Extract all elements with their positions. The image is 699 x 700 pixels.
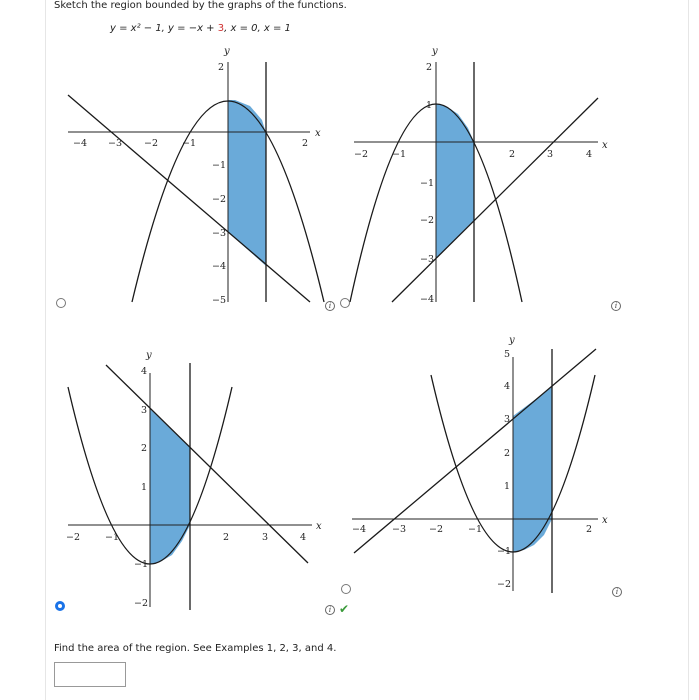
equation-highlight: 3 — [217, 23, 225, 34]
graph-option-d — [340, 335, 640, 635]
y-axis-label: y — [509, 335, 515, 346]
y-tick: −2 — [134, 598, 149, 609]
x-axis-label: x — [315, 128, 321, 139]
y-tick: 1 — [141, 482, 148, 493]
y-tick: −2 — [420, 215, 435, 226]
option-c-radio[interactable] — [55, 601, 65, 611]
x-tick: −1 — [392, 149, 407, 160]
y-axis-label: y — [432, 46, 438, 57]
equation-main: y = x² − 1, y = −x + — [110, 23, 218, 34]
y-tick: −3 — [420, 254, 435, 265]
question-prompt: Sketch the region bounded by the graphs of the functions. — [54, 0, 347, 11]
x-tick: 4 — [586, 149, 593, 160]
y-tick: −2 — [497, 579, 512, 590]
y-tick: −4 — [420, 294, 435, 305]
shaded-region — [436, 104, 474, 258]
x-tick: −3 — [392, 524, 407, 535]
info-icon[interactable]: i — [325, 301, 335, 311]
checkmark-icon: ✔ — [339, 602, 350, 616]
x-tick: 4 — [300, 532, 307, 543]
x-axis-label: x — [602, 140, 608, 151]
y-tick: 2 — [426, 62, 433, 73]
y-tick: −5 — [212, 295, 227, 306]
y-tick: −3 — [212, 228, 227, 239]
y-tick: 4 — [141, 366, 148, 377]
graph-option-b — [340, 40, 640, 340]
graph-option-c — [50, 345, 350, 645]
option-b-radio[interactable] — [340, 298, 350, 308]
x-tick: 3 — [262, 532, 269, 543]
line-curve — [354, 349, 596, 553]
equation — [110, 23, 291, 34]
shaded-region — [150, 409, 190, 564]
y-tick: −4 — [212, 261, 227, 272]
y-tick: 5 — [504, 349, 511, 360]
y-tick: 3 — [141, 405, 148, 416]
right-border — [688, 0, 689, 700]
line-curve — [68, 95, 310, 302]
y-tick: −2 — [212, 194, 227, 205]
y-axis-label: y — [146, 350, 152, 361]
graph-option-a — [50, 40, 350, 340]
info-icon[interactable]: i — [611, 301, 621, 311]
y-axis-label: y — [224, 46, 230, 57]
info-icon[interactable]: i — [325, 605, 335, 615]
x-tick: −1 — [468, 524, 483, 535]
line-curve — [106, 365, 308, 563]
x-tick: −2 — [429, 524, 444, 535]
y-tick: 1 — [426, 100, 433, 111]
y-tick: 2 — [141, 443, 148, 454]
x-tick: 2 — [302, 138, 309, 149]
x-tick: −2 — [354, 149, 369, 160]
shaded-region — [513, 387, 552, 552]
option-d-radio[interactable] — [341, 584, 351, 594]
x-tick: −2 — [144, 138, 159, 149]
x-axis-label: x — [602, 515, 608, 526]
shaded-region-fill — [228, 100, 266, 266]
x-tick: −3 — [108, 138, 123, 149]
line-curve — [392, 98, 598, 302]
left-border — [45, 0, 46, 700]
y-tick: −1 — [497, 546, 512, 557]
y-tick: −1 — [212, 160, 227, 171]
x-axis-label: x — [316, 521, 322, 532]
y-tick: 1 — [504, 481, 511, 492]
option-a-radio[interactable] — [56, 298, 66, 308]
x-tick: 2 — [223, 532, 230, 543]
equation-bounds: , x = 0, x = 1 — [224, 23, 291, 34]
y-tick: −1 — [134, 559, 149, 570]
y-tick: 2 — [504, 448, 511, 459]
x-tick: −2 — [66, 532, 81, 543]
info-icon[interactable]: i — [612, 587, 622, 597]
x-tick: −4 — [352, 524, 367, 535]
y-tick: 2 — [218, 62, 225, 73]
x-tick: −4 — [73, 138, 88, 149]
y-tick: −1 — [420, 178, 435, 189]
y-tick: 3 — [504, 414, 511, 425]
x-tick: 2 — [586, 524, 593, 535]
x-tick: 3 — [547, 149, 554, 160]
x-tick: −1 — [182, 138, 197, 149]
x-tick: 2 — [509, 149, 516, 160]
followup-question: Find the area of the region. See Examples 1, 2, 3, and 4. — [54, 643, 337, 654]
area-answer-input[interactable] — [54, 662, 126, 687]
x-tick: −1 — [105, 532, 120, 543]
y-tick: 4 — [504, 381, 511, 392]
